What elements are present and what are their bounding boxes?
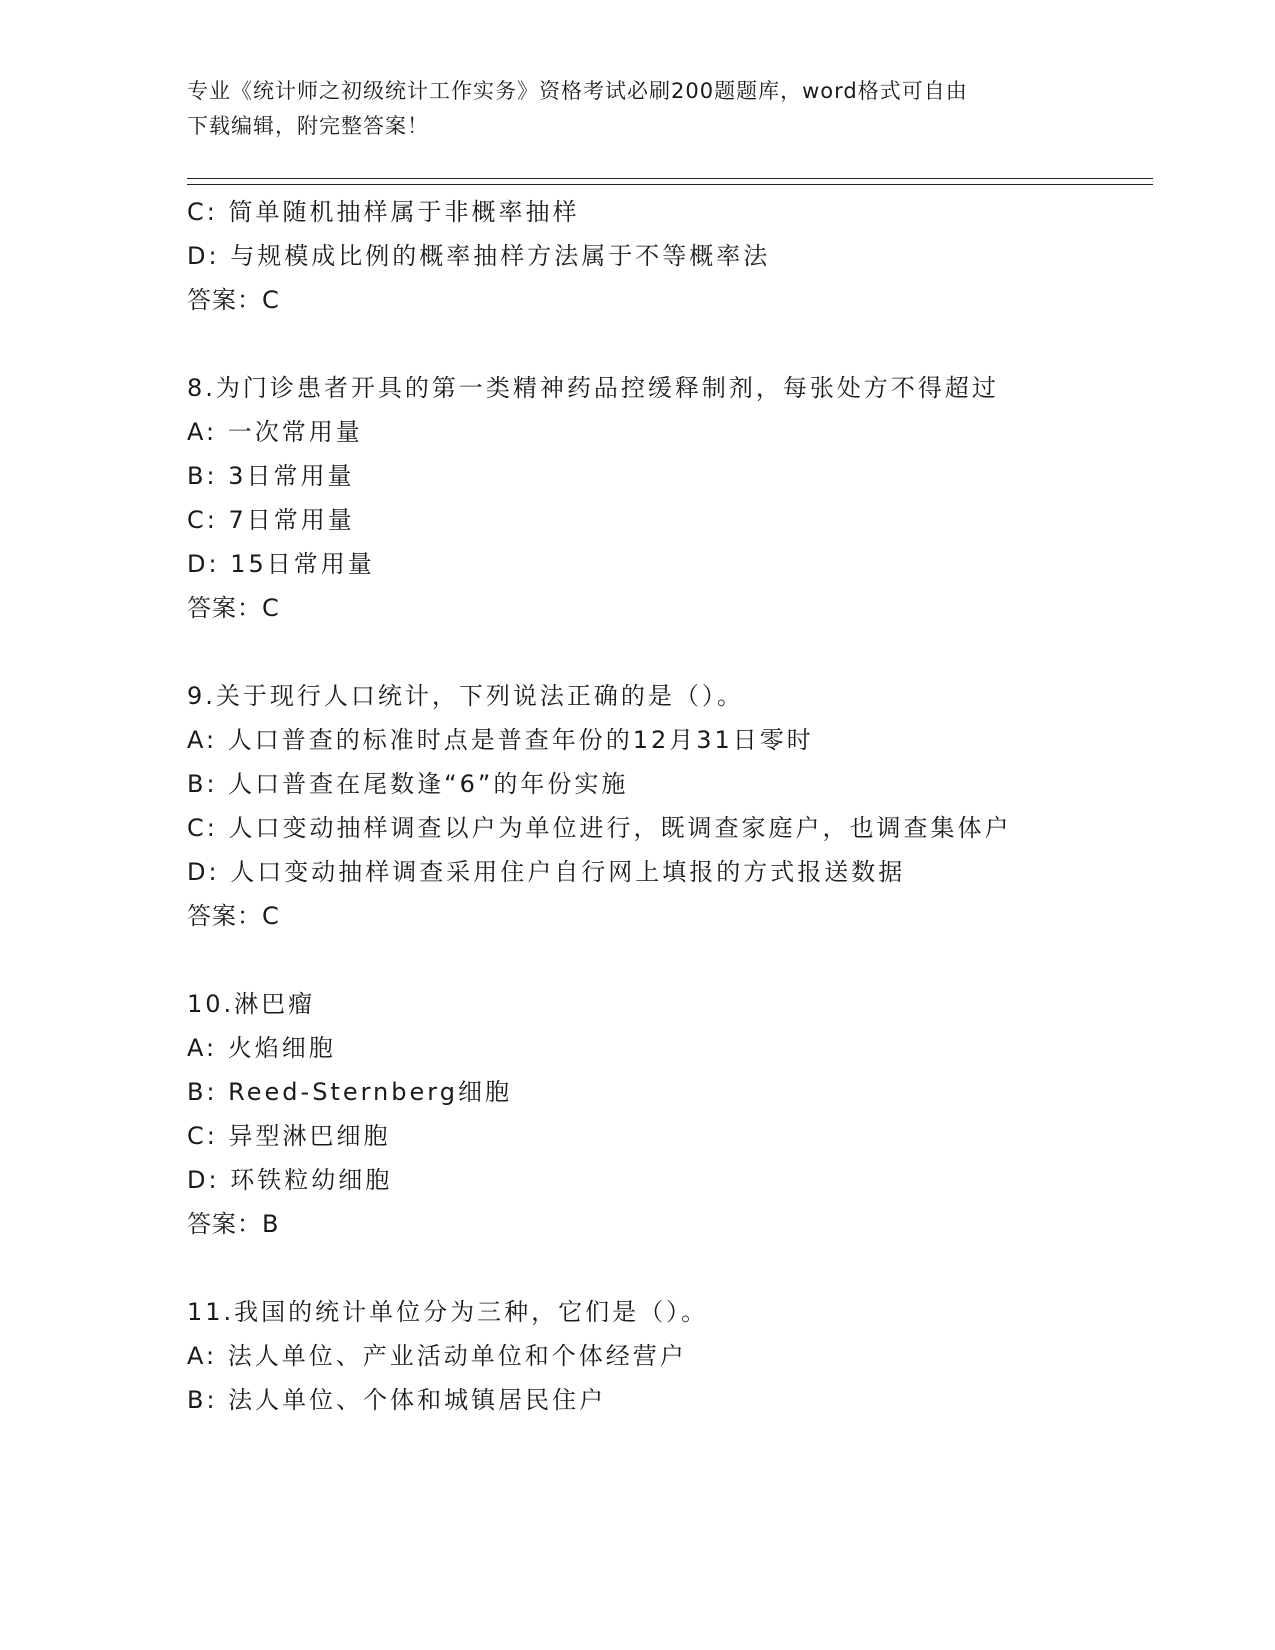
q10-option-d: D: 环铁粒幼细胞: [187, 1166, 393, 1194]
q9-option-a: A: 人口普查的标准时点是普查年份的12月31日零时: [187, 726, 814, 754]
q9-answer: 答案：C: [187, 902, 280, 930]
q9-option-c: C: 人口变动抽样调查以户为单位进行，既调查家庭户，也调查集体户: [187, 814, 1012, 842]
q8-option-b: B: 3日常用量: [187, 462, 355, 490]
q11-question: 11.我国的统计单位分为三种，它们是（）。: [187, 1298, 709, 1326]
q9-option-d: D: 人口变动抽样调查采用住户自行网上填报的方式报送数据: [187, 858, 906, 886]
q7-answer: 答案：C: [187, 286, 280, 314]
q8-option-d: D: 15日常用量: [187, 550, 375, 578]
q10-option-a: A: 火焰细胞: [187, 1034, 336, 1062]
q7-option-d: D: 与规模成比例的概率抽样方法属于不等概率法: [187, 242, 771, 270]
q8-option-c: C: 7日常用量: [187, 506, 355, 534]
q11-option-b: B: 法人单位、个体和城镇居民住户: [187, 1386, 607, 1414]
document-header: [187, 74, 1087, 144]
q10-question: 10.淋巴瘤: [187, 990, 316, 1018]
header-line-1: 专业《统计师之初级统计工作实务》资格考试必刷200题题库，word格式可自由: [187, 79, 968, 103]
q10-option-b: B: Reed-Sternberg细胞: [187, 1078, 512, 1106]
q8-answer: 答案：C: [187, 594, 280, 622]
q10-option-c: C: 异型淋巴细胞: [187, 1122, 391, 1150]
q8-option-a: A: 一次常用量: [187, 418, 363, 446]
q7-option-c: C: 简单随机抽样属于非概率抽样: [187, 198, 580, 226]
q10-answer: 答案：B: [187, 1210, 280, 1238]
header-divider: [187, 178, 1153, 185]
q9-option-b: B: 人口普查在尾数逢“6”的年份实施: [187, 770, 629, 798]
q8-question: 8.为门诊患者开具的第一类精神药品控缓释制剂，每张处方不得超过: [187, 374, 999, 402]
q9-question: 9.关于现行人口统计，下列说法正确的是（）。: [187, 682, 744, 710]
header-line-2: 下载编辑，附完整答案！: [187, 114, 429, 138]
q11-option-a: A: 法人单位、产业活动单位和个体经营户: [187, 1342, 687, 1370]
